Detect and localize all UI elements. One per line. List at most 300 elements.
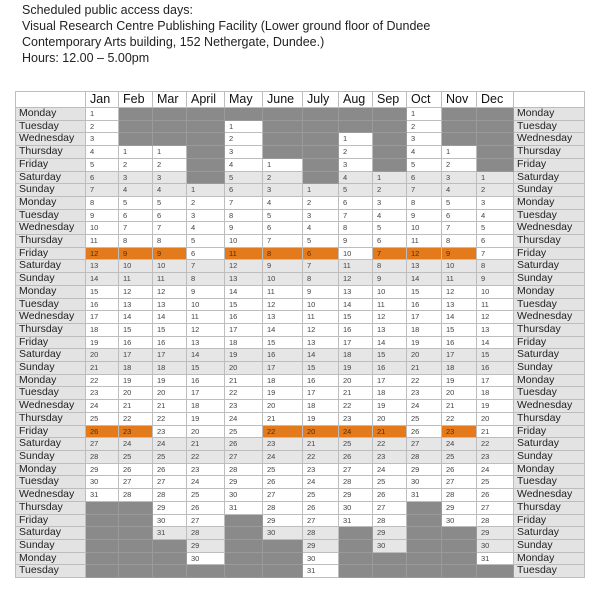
day-cell: 14: [225, 285, 263, 298]
empty-cell: [119, 120, 153, 133]
empty-cell: [86, 539, 119, 552]
day-cell: 11: [119, 273, 153, 286]
empty-cell: [225, 539, 263, 552]
day-cell: 9: [373, 273, 407, 286]
weekday-label: Tuesday: [16, 387, 86, 400]
weekday-label: Friday: [16, 425, 86, 438]
day-cell: 26: [407, 425, 442, 438]
weekday-label: Thursday: [16, 412, 86, 425]
day-cell: 25: [119, 450, 153, 463]
weekday-label: Monday: [16, 108, 86, 121]
day-cell: 4: [442, 184, 477, 197]
day-cell: 14: [153, 311, 187, 324]
day-cell: 21: [153, 400, 187, 413]
header-corner-right: [514, 92, 585, 108]
day-cell: 12: [187, 323, 225, 336]
day-cell: 29: [187, 539, 225, 552]
empty-cell: [339, 527, 373, 540]
day-cell: 19: [86, 336, 119, 349]
day-cell: 28: [477, 514, 514, 527]
day-cell: 20: [153, 387, 187, 400]
weekday-label: Monday: [16, 374, 86, 387]
day-cell: 29: [153, 501, 187, 514]
day-cell: 19: [187, 412, 225, 425]
day-cell: 23: [373, 450, 407, 463]
day-cell: 13: [303, 336, 339, 349]
day-cell: 9: [187, 285, 225, 298]
day-cell: 17: [86, 311, 119, 324]
day-cell: 5: [373, 222, 407, 235]
day-cell: 1: [407, 108, 442, 121]
calendar-row: [16, 184, 585, 197]
weekday-label: Thursday: [16, 323, 86, 336]
day-cell: 28: [187, 527, 225, 540]
empty-cell: [153, 565, 187, 578]
day-cell: 15: [119, 323, 153, 336]
calendar-row: [16, 323, 585, 336]
weekday-label: Tuesday: [16, 476, 86, 489]
weekday-label: Tuesday: [16, 120, 86, 133]
day-cell: 9: [477, 273, 514, 286]
day-cell: 16: [187, 374, 225, 387]
day-cell: 24: [119, 438, 153, 451]
day-cell: 8: [339, 222, 373, 235]
weekday-label: Saturday: [16, 527, 86, 540]
empty-cell: [86, 552, 119, 565]
day-cell: 11: [339, 260, 373, 273]
day-cell: 30: [263, 527, 303, 540]
empty-cell: [187, 133, 225, 146]
weekday-label: Saturday: [16, 349, 86, 362]
empty-cell: [373, 120, 407, 133]
day-cell: 5: [225, 171, 263, 184]
day-cell: 18: [263, 374, 303, 387]
day-cell: 1: [373, 171, 407, 184]
empty-cell: [153, 108, 187, 121]
open-day-cell: 9: [442, 247, 477, 260]
day-cell: 8: [303, 273, 339, 286]
day-cell: 16: [119, 336, 153, 349]
day-cell: 12: [477, 311, 514, 324]
day-cell: 14: [407, 273, 442, 286]
open-day-cell: 20: [303, 425, 339, 438]
day-cell: 4: [407, 146, 442, 159]
weekday-label-right: Wednesday: [514, 489, 585, 502]
day-cell: 7: [86, 184, 119, 197]
day-cell: 17: [153, 349, 187, 362]
weekday-label-right: Tuesday: [514, 476, 585, 489]
day-cell: 9: [339, 235, 373, 248]
day-cell: 6: [119, 209, 153, 222]
day-cell: 14: [477, 336, 514, 349]
day-cell: 17: [303, 387, 339, 400]
weekday-label-right: Saturday: [514, 438, 585, 451]
empty-cell: [477, 120, 514, 133]
calendar-row: [16, 247, 585, 260]
empty-cell: [442, 552, 477, 565]
empty-cell: [303, 158, 339, 171]
day-cell: 14: [303, 349, 339, 362]
day-cell: 6: [477, 235, 514, 248]
day-cell: 31: [477, 552, 514, 565]
empty-cell: [303, 133, 339, 146]
day-cell: 18: [477, 387, 514, 400]
weekday-label: Monday: [16, 196, 86, 209]
day-cell: 21: [442, 400, 477, 413]
calendar-row: [16, 387, 585, 400]
day-cell: 2: [225, 133, 263, 146]
day-cell: 13: [407, 260, 442, 273]
calendar-row: [16, 209, 585, 222]
day-cell: 19: [373, 400, 407, 413]
empty-cell: [119, 133, 153, 146]
day-cell: 29: [263, 514, 303, 527]
day-cell: 27: [225, 450, 263, 463]
calendar-row: [16, 425, 585, 438]
open-day-cell: 9: [153, 247, 187, 260]
day-cell: 8: [442, 235, 477, 248]
day-cell: 6: [263, 222, 303, 235]
calendar-row: [16, 374, 585, 387]
open-day-cell: 9: [119, 247, 153, 260]
day-cell: 3: [407, 133, 442, 146]
day-cell: 11: [477, 298, 514, 311]
month-header-july: July: [303, 92, 339, 108]
day-cell: 25: [225, 425, 263, 438]
day-cell: 15: [442, 323, 477, 336]
day-cell: 5: [263, 209, 303, 222]
day-cell: 27: [373, 501, 407, 514]
day-cell: 25: [187, 489, 225, 502]
day-cell: 18: [86, 323, 119, 336]
day-cell: 29: [442, 501, 477, 514]
day-cell: 8: [86, 196, 119, 209]
weekday-label: Thursday: [16, 235, 86, 248]
month-header-sep: Sep: [373, 92, 407, 108]
day-cell: 8: [407, 196, 442, 209]
day-cell: 13: [263, 311, 303, 324]
weekday-label-right: Friday: [514, 425, 585, 438]
day-cell: 17: [119, 349, 153, 362]
empty-cell: [303, 146, 339, 159]
day-cell: 30: [373, 539, 407, 552]
day-cell: 14: [263, 323, 303, 336]
day-cell: 28: [263, 501, 303, 514]
empty-cell: [407, 552, 442, 565]
day-cell: 15: [225, 298, 263, 311]
day-cell: 9: [86, 209, 119, 222]
day-cell: 25: [263, 463, 303, 476]
day-cell: 5: [339, 184, 373, 197]
calendar-row: [16, 108, 585, 121]
calendar-row: [16, 171, 585, 184]
weekday-label-right: Thursday: [514, 146, 585, 159]
day-cell: 3: [303, 209, 339, 222]
day-cell: 1: [119, 146, 153, 159]
day-cell: 27: [303, 514, 339, 527]
weekday-label-right: Thursday: [514, 323, 585, 336]
day-cell: 27: [119, 476, 153, 489]
weekday-label-right: Friday: [514, 336, 585, 349]
day-cell: 17: [477, 374, 514, 387]
empty-cell: [225, 552, 263, 565]
weekday-label-right: Saturday: [514, 349, 585, 362]
day-cell: 30: [187, 552, 225, 565]
day-cell: 27: [263, 489, 303, 502]
day-cell: 21: [407, 362, 442, 375]
weekday-label: Wednesday: [16, 133, 86, 146]
day-cell: 20: [339, 374, 373, 387]
day-cell: 25: [303, 489, 339, 502]
day-cell: 4: [225, 158, 263, 171]
day-cell: 16: [86, 298, 119, 311]
day-cell: 10: [477, 285, 514, 298]
weekday-label-right: Wednesday: [514, 133, 585, 146]
empty-cell: [119, 552, 153, 565]
empty-cell: [477, 158, 514, 171]
day-cell: 5: [119, 196, 153, 209]
day-cell: 12: [303, 323, 339, 336]
day-cell: 26: [263, 476, 303, 489]
calendar-row: [16, 463, 585, 476]
day-cell: 6: [339, 196, 373, 209]
day-cell: 25: [373, 476, 407, 489]
empty-cell: [339, 108, 373, 121]
day-cell: 18: [187, 400, 225, 413]
day-cell: 30: [339, 501, 373, 514]
empty-cell: [153, 552, 187, 565]
day-cell: 28: [153, 489, 187, 502]
day-cell: 23: [153, 425, 187, 438]
month-header-nov: Nov: [442, 92, 477, 108]
day-cell: 4: [477, 209, 514, 222]
day-cell: 7: [263, 235, 303, 248]
empty-cell: [187, 171, 225, 184]
weekday-label: Saturday: [16, 438, 86, 451]
day-cell: 9: [225, 222, 263, 235]
month-header-mar: Mar: [153, 92, 187, 108]
calendar-row: [16, 196, 585, 209]
empty-cell: [442, 108, 477, 121]
day-cell: 17: [442, 349, 477, 362]
day-cell: 20: [263, 400, 303, 413]
weekday-label: Friday: [16, 247, 86, 260]
empty-cell: [119, 565, 153, 578]
weekday-label-right: Thursday: [514, 501, 585, 514]
empty-cell: [119, 527, 153, 540]
day-cell: 1: [86, 108, 119, 121]
weekday-label: Sunday: [16, 539, 86, 552]
empty-cell: [442, 120, 477, 133]
day-cell: 24: [407, 400, 442, 413]
empty-cell: [407, 501, 442, 514]
day-cell: 29: [407, 463, 442, 476]
day-cell: 24: [263, 450, 303, 463]
open-day-cell: 7: [373, 247, 407, 260]
day-cell: 18: [225, 336, 263, 349]
calendar-row: [16, 120, 585, 133]
weekday-label-right: Tuesday: [514, 209, 585, 222]
day-cell: 9: [303, 285, 339, 298]
calendar-row: [16, 158, 585, 171]
day-cell: 8: [187, 273, 225, 286]
empty-cell: [225, 527, 263, 540]
calendar-row: [16, 450, 585, 463]
day-cell: 30: [303, 552, 339, 565]
empty-cell: [86, 501, 119, 514]
day-cell: 10: [407, 222, 442, 235]
day-cell: 16: [263, 349, 303, 362]
day-cell: 10: [225, 235, 263, 248]
day-cell: 3: [339, 158, 373, 171]
day-cell: 5: [187, 235, 225, 248]
calendar-row: [16, 501, 585, 514]
day-cell: 8: [153, 235, 187, 248]
empty-cell: [119, 514, 153, 527]
day-cell: 19: [303, 412, 339, 425]
day-cell: 18: [153, 362, 187, 375]
day-cell: 8: [225, 209, 263, 222]
empty-cell: [119, 108, 153, 121]
weekday-label: Tuesday: [16, 565, 86, 578]
day-cell: 22: [477, 438, 514, 451]
empty-cell: [187, 120, 225, 133]
day-cell: 20: [442, 387, 477, 400]
month-header-april: April: [187, 92, 225, 108]
weekday-label-right: Monday: [514, 196, 585, 209]
day-cell: 19: [477, 400, 514, 413]
day-cell: 3: [119, 171, 153, 184]
day-cell: 10: [442, 260, 477, 273]
empty-cell: [339, 552, 373, 565]
day-cell: 13: [373, 323, 407, 336]
empty-cell: [263, 552, 303, 565]
intro-hours: Hours: 12.00 – 5.00pm: [22, 51, 150, 65]
day-cell: 15: [153, 323, 187, 336]
empty-cell: [187, 146, 225, 159]
day-cell: 20: [407, 349, 442, 362]
weekday-label-right: Monday: [514, 108, 585, 121]
day-cell: 22: [153, 412, 187, 425]
day-cell: 24: [225, 412, 263, 425]
empty-cell: [187, 108, 225, 121]
day-cell: 23: [339, 412, 373, 425]
weekday-label: Sunday: [16, 450, 86, 463]
day-cell: 23: [407, 387, 442, 400]
day-cell: 4: [373, 209, 407, 222]
day-cell: 21: [477, 425, 514, 438]
weekday-label-right: Thursday: [514, 235, 585, 248]
day-cell: 10: [373, 285, 407, 298]
day-cell: 13: [477, 323, 514, 336]
day-cell: 14: [373, 336, 407, 349]
day-cell: 18: [442, 362, 477, 375]
day-cell: 20: [86, 349, 119, 362]
day-cell: 11: [187, 311, 225, 324]
day-cell: 26: [225, 438, 263, 451]
day-cell: 2: [407, 120, 442, 133]
day-cell: 21: [119, 400, 153, 413]
weekday-label: Wednesday: [16, 222, 86, 235]
open-day-cell: 6: [303, 247, 339, 260]
day-cell: 15: [477, 349, 514, 362]
calendar-row: [16, 527, 585, 540]
weekday-label: Monday: [16, 552, 86, 565]
day-cell: 28: [303, 527, 339, 540]
calendar-row: [16, 311, 585, 324]
day-cell: 4: [119, 184, 153, 197]
day-cell: 22: [119, 412, 153, 425]
day-cell: 1: [339, 133, 373, 146]
day-cell: 24: [86, 400, 119, 413]
weekday-label-right: Monday: [514, 374, 585, 387]
day-cell: 31: [86, 489, 119, 502]
day-cell: 27: [477, 501, 514, 514]
calendar-row: [16, 362, 585, 375]
calendar-row: [16, 133, 585, 146]
calendar-row: [16, 349, 585, 362]
day-cell: 24: [303, 476, 339, 489]
day-cell: 10: [339, 247, 373, 260]
calendar-row: [16, 514, 585, 527]
day-cell: 3: [225, 146, 263, 159]
day-cell: 14: [119, 311, 153, 324]
calendar-row: [16, 235, 585, 248]
empty-cell: [303, 171, 339, 184]
intro-venue-line2: Contemporary Arts building, 152 Nethergate, Dundee.): [22, 35, 325, 49]
weekday-label: Thursday: [16, 146, 86, 159]
day-cell: 12: [263, 298, 303, 311]
day-cell: 5: [303, 235, 339, 248]
day-cell: 2: [303, 196, 339, 209]
day-cell: 13: [339, 285, 373, 298]
calendar-row: [16, 336, 585, 349]
calendar-row: [16, 260, 585, 273]
day-cell: 22: [339, 400, 373, 413]
day-cell: 27: [442, 476, 477, 489]
day-cell: 25: [477, 476, 514, 489]
weekday-label-right: Sunday: [514, 273, 585, 286]
day-cell: 5: [477, 222, 514, 235]
day-cell: 3: [373, 196, 407, 209]
calendar-row: [16, 552, 585, 565]
empty-cell: [86, 514, 119, 527]
empty-cell: [263, 539, 303, 552]
calendar-row: [16, 539, 585, 552]
day-cell: 24: [187, 476, 225, 489]
day-cell: 31: [303, 565, 339, 578]
day-cell: 13: [442, 298, 477, 311]
empty-cell: [225, 565, 263, 578]
day-cell: 4: [86, 146, 119, 159]
day-cell: 26: [119, 463, 153, 476]
empty-cell: [477, 108, 514, 121]
day-cell: 1: [442, 146, 477, 159]
month-header-may: May: [225, 92, 263, 108]
calendar-row: [16, 476, 585, 489]
empty-cell: [373, 108, 407, 121]
day-cell: 23: [187, 463, 225, 476]
empty-cell: [86, 565, 119, 578]
day-cell: 11: [263, 285, 303, 298]
day-cell: 22: [86, 374, 119, 387]
day-cell: 7: [442, 222, 477, 235]
day-cell: 2: [477, 184, 514, 197]
day-cell: 15: [86, 285, 119, 298]
day-cell: 21: [225, 374, 263, 387]
day-cell: 8: [373, 260, 407, 273]
day-cell: 16: [407, 298, 442, 311]
